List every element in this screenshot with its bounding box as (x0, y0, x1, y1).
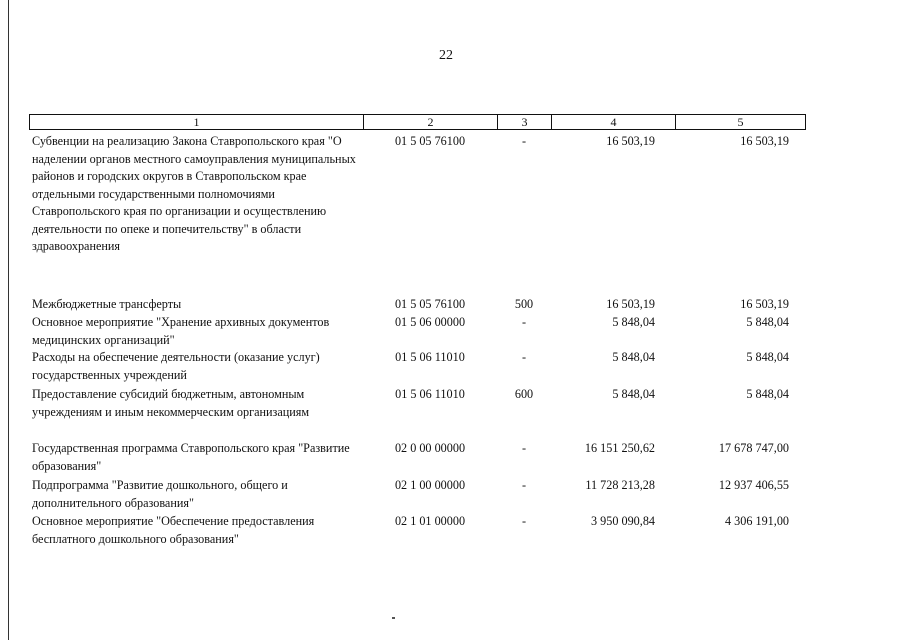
table-header (29, 114, 806, 130)
header-col-4: 4 (552, 115, 676, 129)
row-sum-year2: 5 848,04 (746, 350, 789, 364)
row-sum-year2: 16 503,19 (740, 134, 789, 148)
page-number: 22 (439, 48, 453, 63)
row-name: Государственная программа Ставропольского края "Развитие образования" (32, 441, 350, 473)
header-col-2: 2 (364, 115, 498, 129)
header-col-3: 3 (498, 115, 552, 129)
row-sum-year1: 16 151 250,62 (584, 441, 655, 455)
row-name: Субвенции на реализацию Закона Ставропольского края "О наделении органов местного самоуправления муниципальных районов и городских округов в Ставропольском крае отдельными государственными полномочиями Ставропольского края по организации и осуществлению деятельности по опеке и попечительству" в области здравоохранения (32, 134, 356, 253)
row-code: 01 5 05 76100 (394, 297, 466, 311)
row-code: 01 5 05 76100 (394, 134, 466, 148)
row-code: 01 5 06 11010 (395, 387, 465, 401)
row-name: Подпрограмма "Развитие дошкольного, общего и дополнительного образования" (32, 478, 288, 510)
row-name: Предоставление субсидий бюджетным, автономным учреждениям и иным некоммерческим организациям (32, 387, 310, 419)
row-code: 02 0 00 00000 (394, 441, 466, 455)
page-left-edge (8, 0, 9, 640)
row-name: Расходы на обеспечение деятельности (оказание услуг) государственных учреждений (32, 350, 320, 382)
row-sum-year2: 12 937 406,55 (718, 478, 789, 492)
row-code: 02 1 00 00000 (394, 478, 466, 492)
row-sum-year2: 5 848,04 (746, 315, 789, 329)
row-type: - (521, 350, 527, 364)
row-type: 600 (514, 387, 534, 401)
row-name: Основное мероприятие "Обеспечение предоставления бесплатного дошкольного образования" (32, 514, 315, 546)
scan-speck (392, 617, 395, 619)
row-sum-year1: 16 503,19 (606, 134, 655, 148)
row-code: 01 5 06 11010 (395, 350, 465, 364)
row-code: 02 1 01 00000 (394, 514, 466, 528)
row-sum-year1: 3 950 090,84 (591, 514, 655, 528)
row-type: - (521, 315, 527, 329)
row-sum-year2: 4 306 191,00 (725, 514, 789, 528)
row-name: Основное мероприятие "Хранение архивных документов медицинских организаций" (32, 315, 330, 347)
row-sum-year2: 5 848,04 (746, 387, 789, 401)
header-col-1: 1 (30, 115, 364, 129)
row-type: 500 (514, 297, 534, 311)
row-sum-year2: 16 503,19 (740, 297, 789, 311)
row-sum-year1: 5 848,04 (612, 387, 655, 401)
row-sum-year1: 11 728 213,28 (585, 478, 655, 492)
row-sum-year2: 17 678 747,00 (718, 441, 789, 455)
row-sum-year1: 16 503,19 (606, 297, 655, 311)
row-sum-year1: 5 848,04 (612, 315, 655, 329)
row-type: - (521, 441, 527, 455)
row-type: - (521, 134, 527, 148)
row-code: 01 5 06 00000 (394, 315, 466, 329)
row-type: - (521, 478, 527, 492)
row-type: - (521, 514, 527, 528)
row-name: Межбюджетные трансферты (32, 297, 182, 311)
header-col-5: 5 (737, 115, 744, 129)
row-sum-year1: 5 848,04 (612, 350, 655, 364)
